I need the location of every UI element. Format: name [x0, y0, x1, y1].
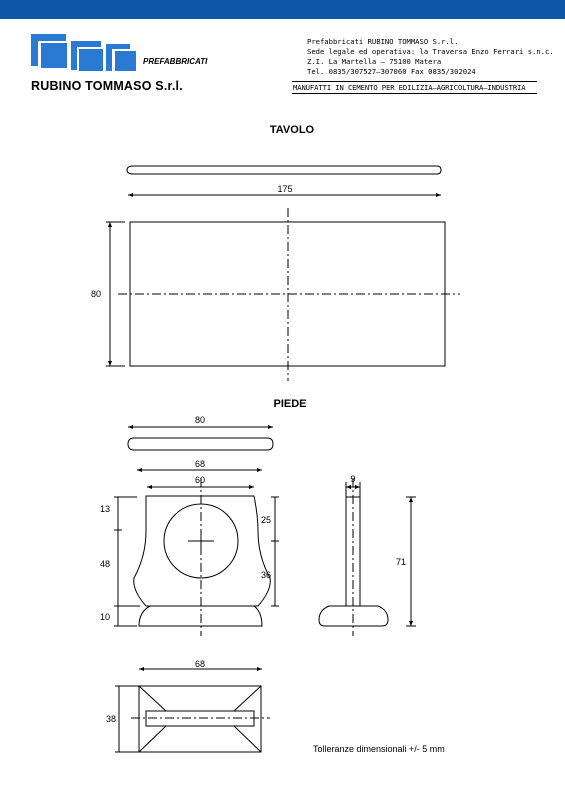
piede-title: PIEDE — [273, 398, 307, 410]
company-info — [307, 37, 554, 77]
division-label: PREFABBRICATI — [143, 57, 208, 66]
tavolo-top-profile — [127, 166, 441, 174]
piede-opening-lower-label: 36 — [260, 570, 272, 580]
stacked-squares-logo — [31, 34, 136, 71]
piede-top-profile — [128, 438, 273, 450]
piede-front-view — [134, 496, 271, 606]
piede-opening-upper-label: 25 — [260, 515, 272, 525]
piede-middle-height-label: 48 — [99, 559, 111, 569]
piede-plan-width-label: 68 — [194, 659, 206, 669]
piede-body-width-label: 68 — [194, 459, 206, 469]
tavolo-length-label: 175 — [277, 184, 293, 194]
info-line: Z.I. La Martella — 75100 Matera — [307, 57, 442, 66]
company-name: RUBINO TOMMASO S.r.l. — [31, 79, 183, 93]
tavolo-width-label: 80 — [90, 289, 102, 299]
info-line: Tel. 0835/307527—307060 Fax 0835/302024 — [307, 67, 476, 76]
company-tagline: MANUFATTI IN CEMENTO PER EDILIZIA—AGRICOLTURA—INDUSTRIA — [292, 81, 537, 94]
piede-side-view — [319, 478, 388, 636]
piede-opening-width-label: 60 — [194, 475, 206, 485]
tolerance-note: Tolleranze dimensionali +/- 5 mm — [313, 744, 445, 754]
tavolo-title: TAVOLO — [269, 124, 315, 136]
piede-plan-view — [115, 669, 270, 752]
piede-total-height-label: 71 — [395, 557, 407, 567]
info-line: Sede legale ed operativa: la Traversa Enzo Ferrari s.n.c. — [307, 47, 554, 56]
piede-thickness-label: 9 — [350, 474, 356, 484]
piede-base-height-label: 10 — [99, 612, 111, 622]
info-line: Prefabbricati RUBINO TOMMASO S.r.l. — [307, 37, 459, 46]
piede-upper-height-label: 13 — [99, 504, 111, 514]
piede-top-width-label: 80 — [194, 415, 206, 425]
piede-plan-depth-label: 38 — [105, 714, 117, 724]
